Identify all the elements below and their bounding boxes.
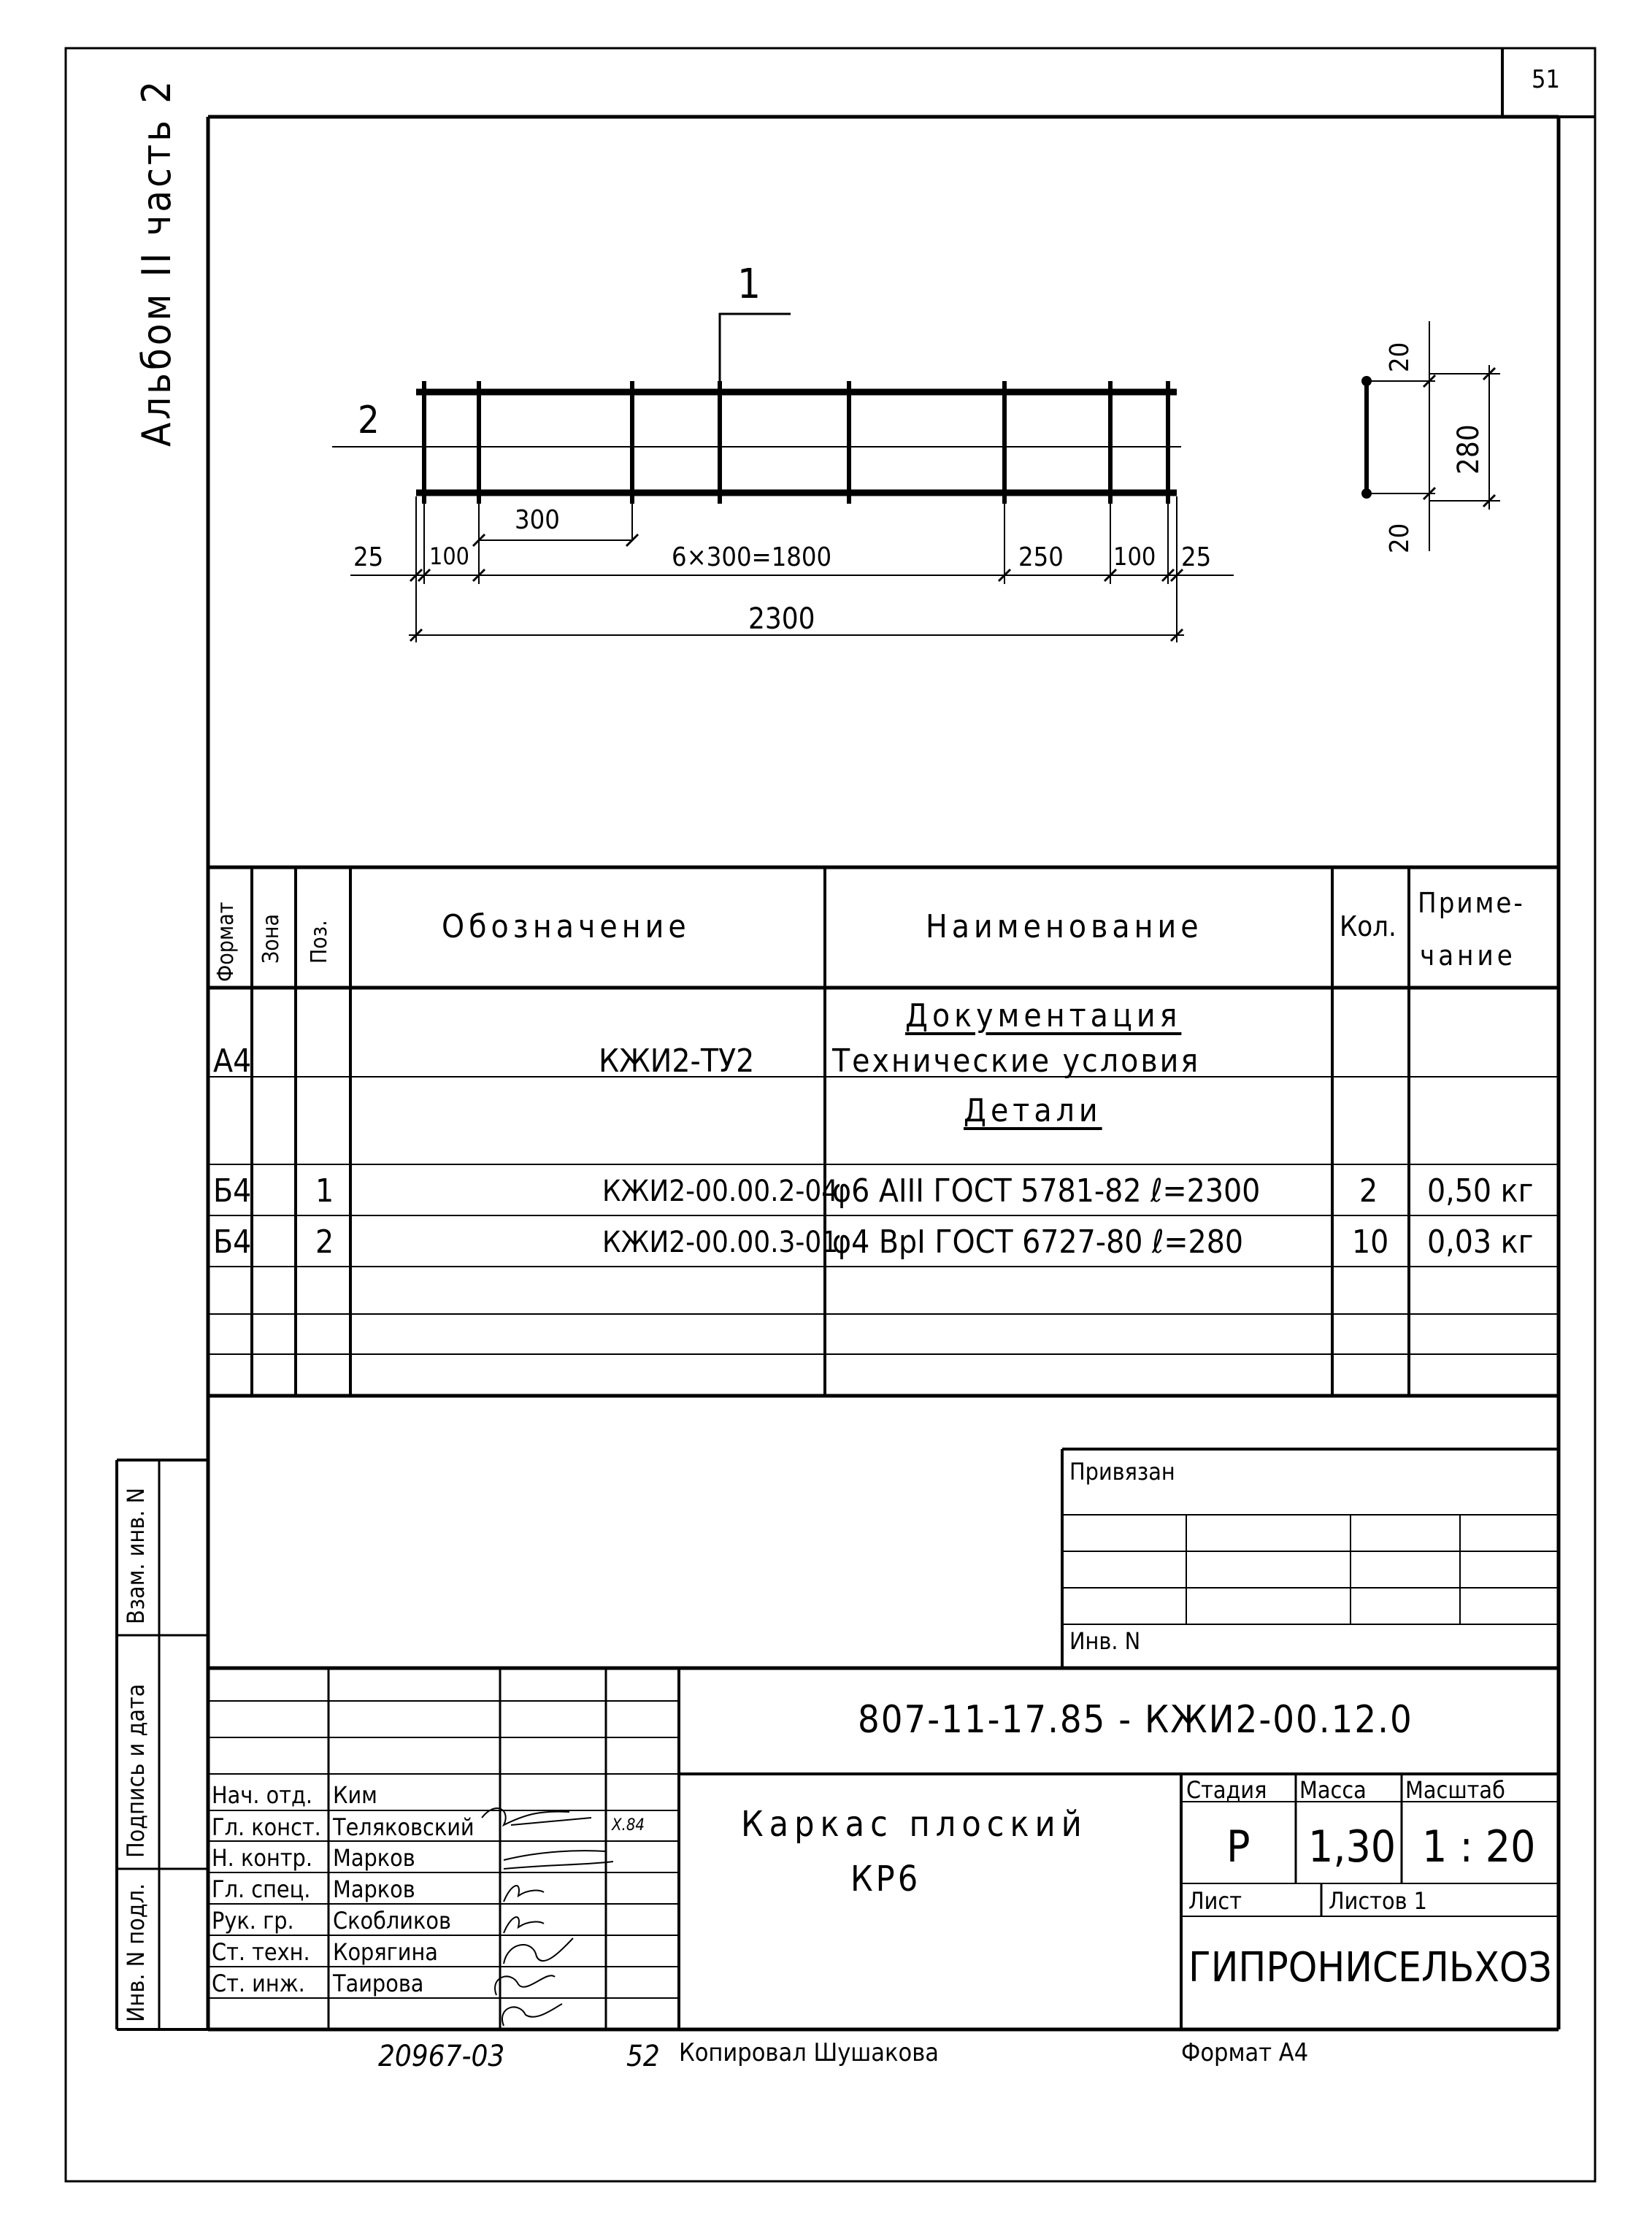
row2-pos: 2: [315, 1224, 334, 1261]
staff-role-4: Гл. спец.: [212, 1875, 311, 1903]
title-line-1: Каркас плоский: [741, 1804, 1088, 1845]
footer-page: 52: [626, 2040, 660, 2073]
org-name: ГИПРОНИСЕЛЬХОЗ: [1188, 1944, 1552, 1991]
staff-name-6: Корягина: [333, 1938, 438, 1966]
strip-inv-podl: Инв. N подл.: [122, 1883, 150, 2022]
album-label: Альбом II часть 2: [134, 77, 180, 447]
dim-300: 300: [515, 505, 560, 535]
page-number: 51: [1532, 65, 1560, 94]
dim-2300: 2300: [748, 602, 815, 636]
stage-value: Р: [1226, 1821, 1250, 1872]
staff-name-7: Таирова: [333, 1970, 424, 1997]
footer-copied: Копировал Шушакова: [679, 2038, 939, 2067]
header-qty: Кол.: [1340, 910, 1396, 942]
row1-qty: 2: [1359, 1172, 1378, 1210]
dim-100-right: 100: [1113, 542, 1156, 572]
title-line-2: КР6: [850, 1859, 921, 1899]
header-pos: Поз.: [307, 920, 332, 964]
row1-note: 0,50 кг: [1427, 1172, 1534, 1210]
staff-role-3: Н. контр.: [212, 1844, 312, 1872]
staff-name-2: Теляковский: [333, 1813, 475, 1841]
header-name: Наименование: [926, 908, 1203, 945]
staff-role-2: Гл. конст.: [212, 1813, 321, 1841]
staff-role-6: Ст. техн.: [212, 1938, 310, 1966]
dim-25-left: 25: [353, 542, 384, 572]
sheets-label: Листов 1: [1329, 1887, 1427, 1915]
row2-designation: КЖИ2-00.00.3-01: [602, 1226, 839, 1259]
strip-vzam: Взам. инв. N: [122, 1487, 150, 1624]
row1-name: φ6 АIII ГОСТ 5781-82 ℓ=2300: [832, 1172, 1261, 1210]
docs-format: А4: [213, 1042, 252, 1080]
staff-name-5: Скобликов: [333, 1907, 451, 1935]
row2-qty: 10: [1352, 1224, 1389, 1261]
scale-value: 1 : 20: [1422, 1821, 1536, 1872]
row2-note: 0,03 кг: [1427, 1224, 1534, 1261]
dim-100-left: 100: [429, 542, 469, 570]
section-parts: Детали: [964, 1092, 1102, 1129]
dim-6x300: 6×300=1800: [672, 542, 832, 572]
row1-format: Б4: [213, 1172, 252, 1210]
footer-format: Формат А4: [1181, 2038, 1309, 2067]
callout-1: 1: [737, 261, 761, 308]
mass-value: 1,30: [1308, 1821, 1396, 1872]
privyazan-label: Привязан: [1069, 1458, 1175, 1486]
dim-20-top: 20: [1385, 342, 1415, 372]
date: X.84: [612, 1816, 645, 1835]
docs-name: Технические условия: [832, 1042, 1201, 1080]
staff-name-3: Марков: [333, 1844, 415, 1872]
staff-role-1: Нач. отд.: [212, 1781, 313, 1809]
scale-label: Масштаб: [1405, 1776, 1505, 1804]
sheet-label: Лист: [1188, 1887, 1242, 1915]
header-zone: Зона: [258, 914, 284, 964]
stage-label: Стадия: [1186, 1776, 1267, 1804]
header-note-2: чание: [1420, 940, 1516, 972]
dim-20-bottom: 20: [1385, 523, 1415, 553]
mass-label: Масса: [1299, 1776, 1367, 1804]
dim-25-right: 25: [1181, 542, 1212, 572]
header-note-1: Приме-: [1418, 887, 1525, 919]
strip-podpis: Подпись и дата: [122, 1683, 150, 1858]
row2-format: Б4: [213, 1224, 252, 1261]
section-docs: Документация: [905, 997, 1182, 1034]
dim-250: 250: [1018, 542, 1064, 572]
header-format: Формат: [213, 902, 239, 982]
row2-name: φ4 ВрI ГОСТ 6727-80 ℓ=280: [832, 1224, 1244, 1261]
row1-pos: 1: [315, 1172, 334, 1210]
callout-2: 2: [358, 399, 380, 442]
staff-name-4: Марков: [333, 1875, 415, 1903]
inv-n-label: Инв. N: [1069, 1627, 1141, 1655]
staff-name-1: Ким: [333, 1781, 377, 1809]
staff-role-7: Ст. инж.: [212, 1970, 305, 1997]
footer-number: 20967-03: [378, 2040, 505, 2073]
header-designation: Обозначение: [442, 908, 691, 945]
row1-designation: КЖИ2-00.00.2-04: [602, 1175, 839, 1208]
docs-designation: КЖИ2-ТУ2: [599, 1042, 755, 1080]
staff-role-5: Рук. гр.: [212, 1907, 294, 1935]
document-code: 807-11-17.85 - КЖИ2-00.12.0: [858, 1698, 1413, 1742]
dim-280: 280: [1452, 424, 1486, 475]
